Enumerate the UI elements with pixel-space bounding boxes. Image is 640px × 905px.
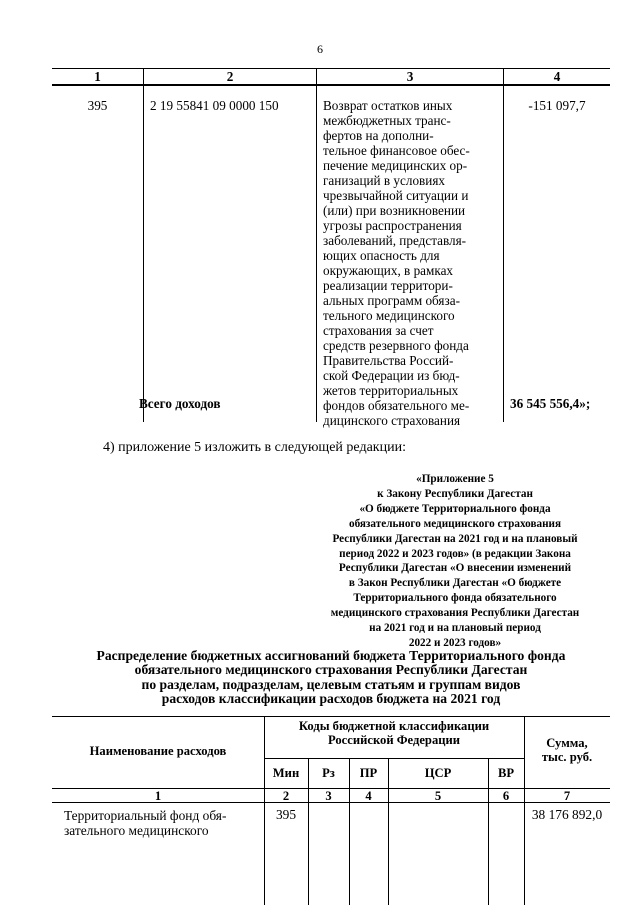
expense-min: 395 <box>275 807 297 822</box>
description-line: тельного медицинского <box>323 308 455 323</box>
appendix-line: «Приложение 5 <box>416 473 494 485</box>
appendix-reference <box>300 472 610 651</box>
income-amount: -151 097,7 <box>528 98 586 113</box>
income-description <box>323 98 503 428</box>
description-line: заболеваний, представля- <box>323 233 467 248</box>
name-header: Наименование расходов <box>89 744 227 758</box>
sum-header-line: Сумма, <box>546 736 588 750</box>
description-line: тельное финансовое обес- <box>323 143 470 158</box>
col-number-2: 2 <box>282 789 290 803</box>
section-heading <box>52 649 610 707</box>
description-line: реализации территори- <box>323 278 453 293</box>
col-number-6: 6 <box>502 789 510 803</box>
description-line: (или) при возникновении <box>323 203 466 218</box>
appendix-line: медицинского страхования Республики Дагестан <box>330 607 580 620</box>
heading-line: по разделам, подразделам, целевым статьям и группам видов <box>141 676 521 692</box>
income-code: 2 19 55841 09 0000 150 <box>150 98 279 113</box>
appendix-line: «О бюджете Территориального фонда <box>359 502 551 515</box>
appendix-line: период 2022 и 2023 годов» (в редакции Закона <box>339 547 571 560</box>
expense-amount: 38 176 892,0 <box>531 807 603 822</box>
sum-header-line: тыс. руб. <box>541 750 593 764</box>
description-line: печение медицинских ор- <box>323 158 468 173</box>
total-value: 36 545 556,4»; <box>510 396 591 411</box>
description-line: ющих опасность для <box>323 248 440 263</box>
col-number-5: 5 <box>434 789 442 803</box>
description-line: Возврат остатков иных <box>323 98 453 113</box>
heading-line: обязательного медицинского страхования Республики Дагестан <box>134 662 528 678</box>
appendix-line: в Закон Республики Дагестан «О бюджете <box>348 577 562 590</box>
header-col-3: 3 <box>406 69 414 84</box>
header-col-2: 2 <box>226 69 234 84</box>
col-number-4: 4 <box>365 789 372 803</box>
appendix-line: к Закону Республики Дагестан <box>377 487 533 500</box>
row-number: 395 <box>87 98 108 113</box>
appendix-line: Республики Дагестан на 2021 год и на плановый <box>332 532 578 545</box>
income-table-continuation <box>52 68 610 428</box>
col-pr-header: ПР <box>359 766 378 780</box>
appendix-line: на 2021 год и на плановый период <box>369 622 541 635</box>
appendix-line: обязательного медицинского страхования <box>348 517 562 530</box>
description-line: средств резервного фонда <box>323 338 469 353</box>
description-line: межбюджетных транс- <box>323 113 451 128</box>
description-line: ганизаций в условиях <box>323 173 445 188</box>
col-rz-header: Рз <box>322 766 335 780</box>
description-line: фертов на дополни- <box>323 128 434 143</box>
amendment-instruction: 4) приложение 5 изложить в следующей редакции: <box>103 440 406 455</box>
heading-line: Распределение бюджетных ассигнований бюджета Территориального фонда <box>96 648 566 663</box>
col-csr-header: ЦСР <box>424 766 452 780</box>
description-line: жетов территориальных <box>323 383 459 398</box>
description-line: окружающих, в рамках <box>323 263 454 278</box>
description-line: угрозы распространения <box>323 218 462 233</box>
description-line: дицинского страхования <box>323 413 461 428</box>
expense-name <box>64 808 264 838</box>
expense-name-line: зательного медицинского <box>64 823 209 838</box>
page-number: 6 <box>317 42 323 56</box>
col-vr-header: ВР <box>497 766 515 780</box>
total-label: Всего доходов <box>139 396 221 411</box>
sum-header <box>524 736 610 764</box>
header-col-4: 4 <box>553 69 561 84</box>
appendix-line: 2022 и 2023 годов» <box>408 636 502 649</box>
appendix-line: Территориального фонда обязательного <box>353 592 557 605</box>
expenses-table <box>52 716 610 905</box>
heading-line: расходов классификации расходов бюджета на 2021 год <box>161 691 501 707</box>
col-number-3: 3 <box>325 789 332 803</box>
description-line: альных программ обяза- <box>323 293 460 308</box>
codes-header-line: Коды бюджетной классификации <box>298 719 490 733</box>
description-line: страхования за счет <box>323 323 434 338</box>
header-col-1: 1 <box>94 69 101 84</box>
description-line: ской Федерации из бюд- <box>323 368 460 383</box>
codes-header-line: Российской Федерации <box>327 733 461 747</box>
description-line: фондов обязательного ме- <box>323 398 470 413</box>
description-line: чрезвычайной ситуации и <box>323 188 469 203</box>
expense-name-line: Территориальный фонд обя- <box>64 808 227 823</box>
appendix-line: Республики Дагестан «О внесении изменений <box>338 562 572 575</box>
description-line: Правительства Россий- <box>323 353 454 368</box>
codes-header <box>264 719 524 747</box>
col-min-header: Мин <box>272 766 300 780</box>
col-number-1: 1 <box>154 789 162 803</box>
col-number-7: 7 <box>563 789 571 803</box>
